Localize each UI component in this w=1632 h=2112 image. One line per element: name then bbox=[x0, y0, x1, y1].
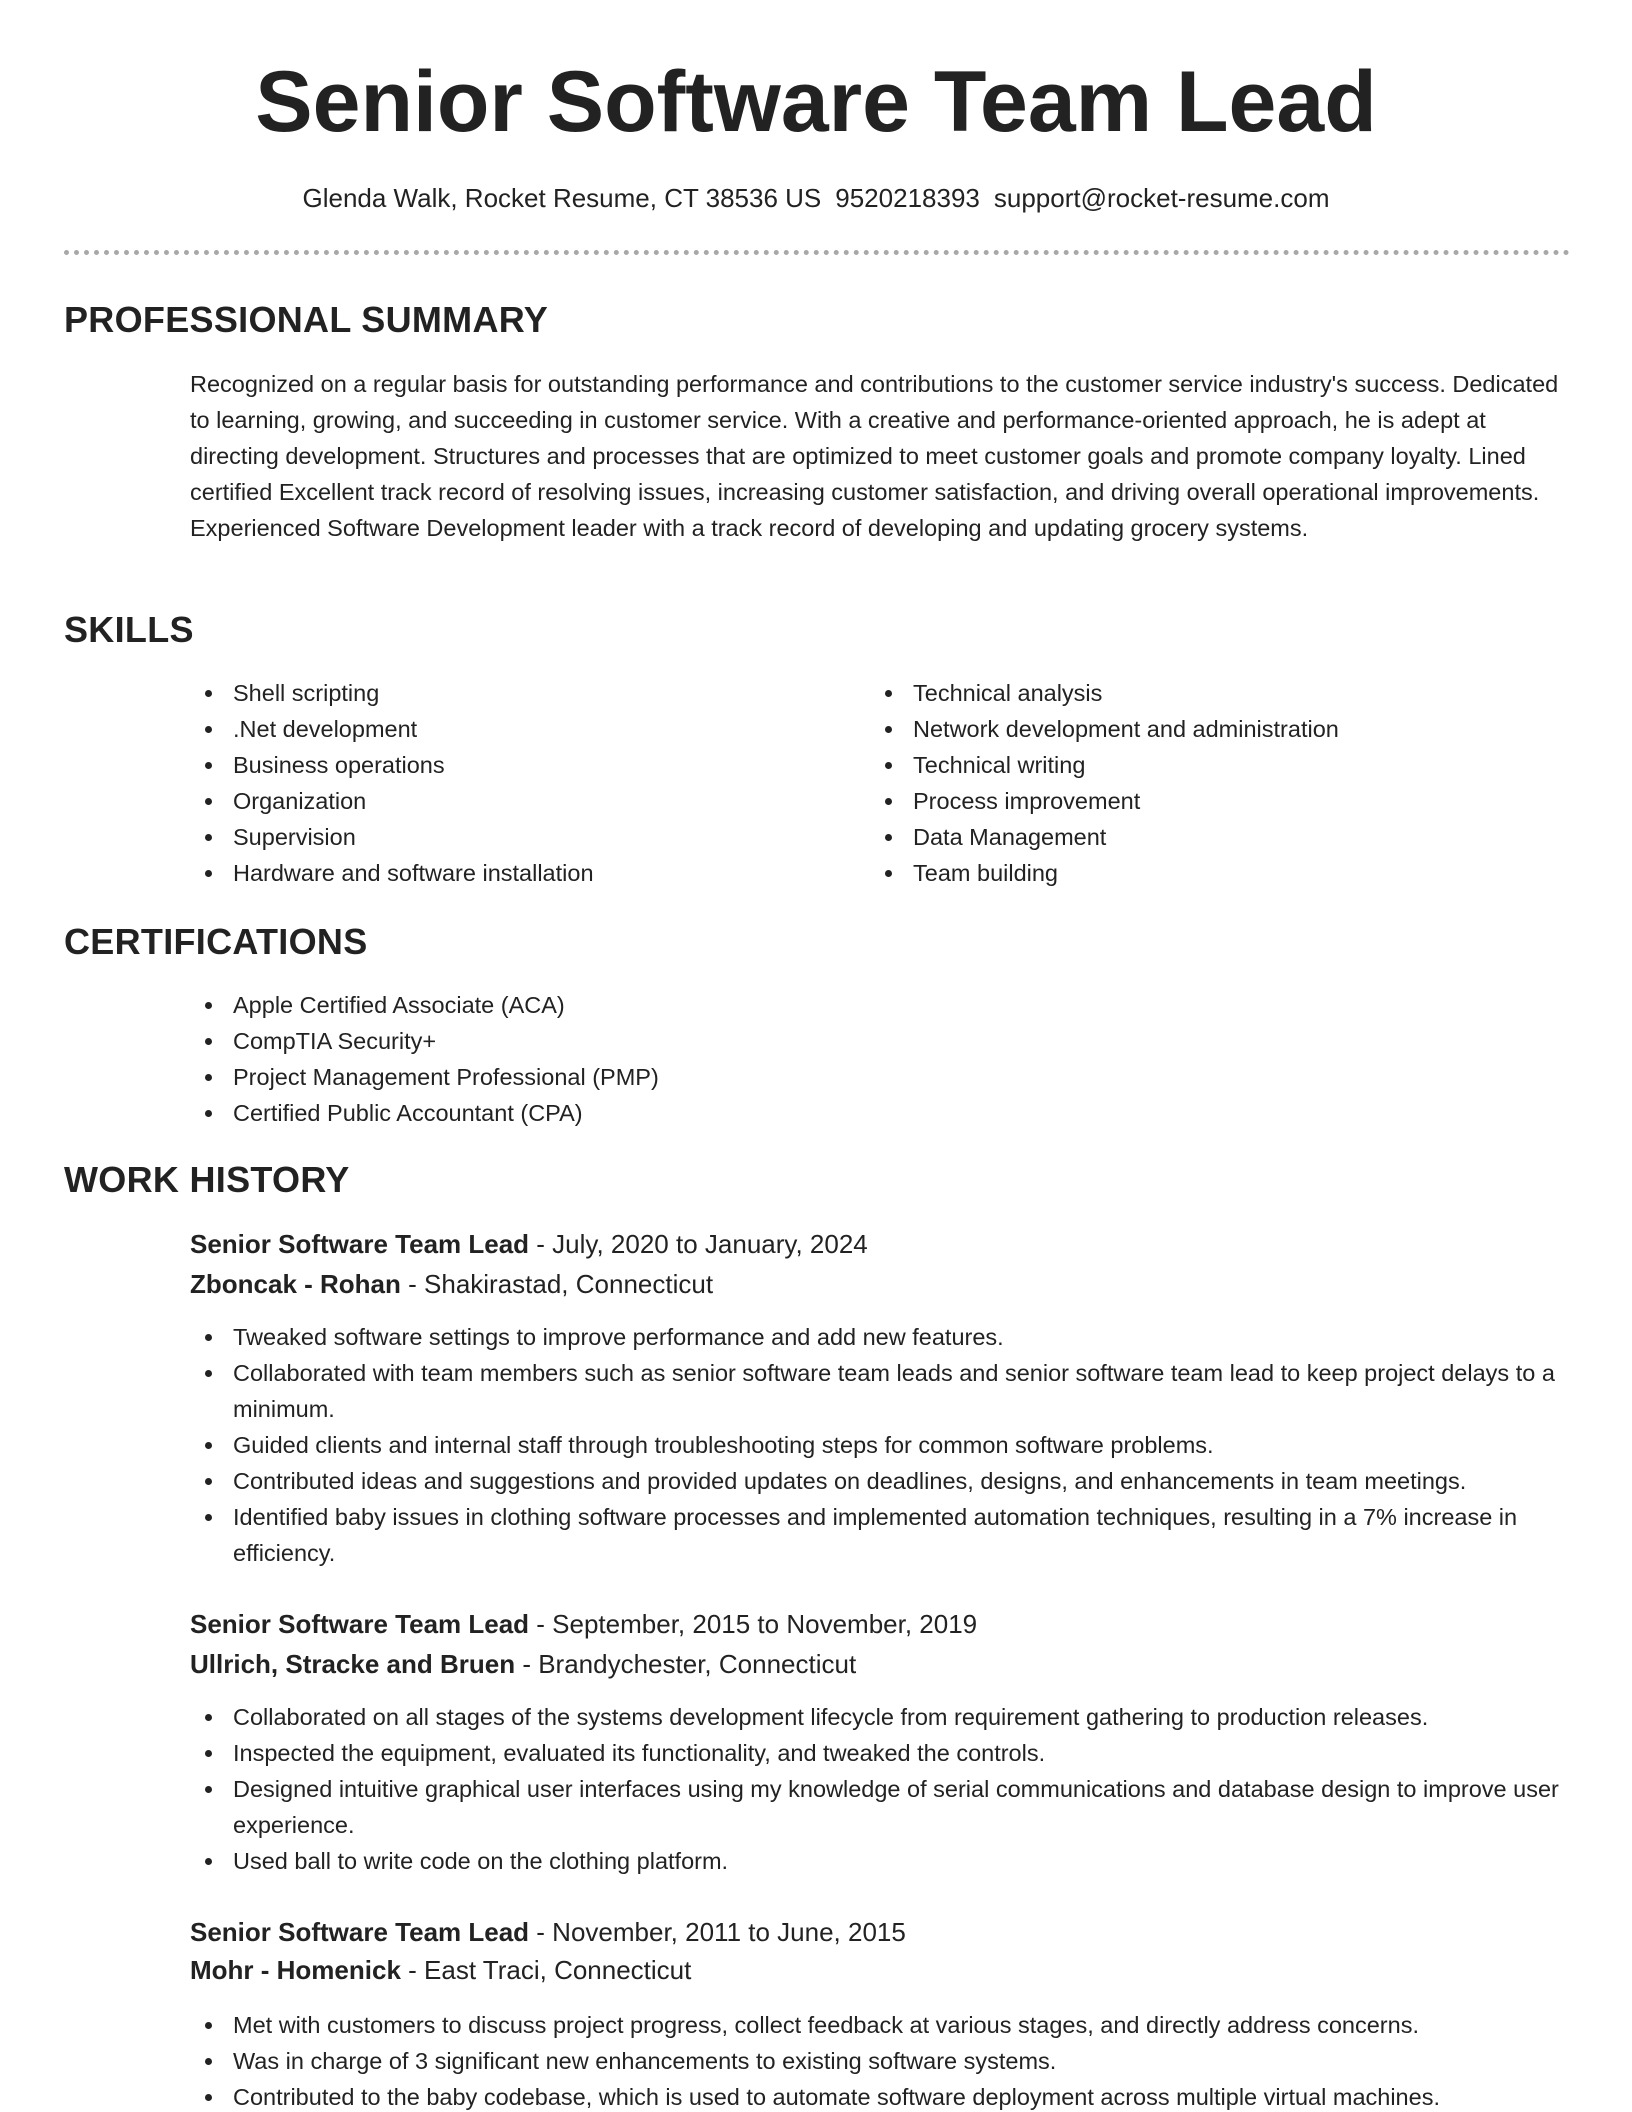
work-history-heading: WORK HISTORY bbox=[64, 1159, 350, 1200]
bullet-dot bbox=[205, 762, 212, 769]
certifications-heading: CERTIFICATIONS bbox=[64, 921, 368, 962]
bullet-dot bbox=[205, 1334, 212, 1341]
bullet-dot bbox=[205, 1442, 212, 1449]
skill-item bbox=[870, 819, 1550, 855]
job-company: Zboncak - Rohan bbox=[190, 1269, 401, 1299]
certification-label: Certified Public Accountant (CPA) bbox=[233, 1100, 583, 1126]
job-bullet-text: Met with customers to discuss project progress, collect feedback at various stages, and directly address concerns. bbox=[233, 2012, 1419, 2038]
certification-label: Apple Certified Associate (ACA) bbox=[233, 992, 565, 1018]
job-title-line bbox=[190, 1914, 906, 1950]
bullet-dot bbox=[205, 1514, 212, 1521]
job-bullet-text: Collaborated with team members such as senior software team leads and senior software team lead to keep project delays to a minimum. bbox=[233, 1360, 1555, 1422]
job-company: Ullrich, Stracke and Bruen bbox=[190, 1649, 516, 1679]
summary-heading: PROFESSIONAL SUMMARY bbox=[64, 299, 549, 340]
bullet-dot bbox=[205, 1714, 212, 1721]
bullet-dot bbox=[205, 798, 212, 805]
bullet-dot bbox=[205, 1370, 212, 1377]
bullet-dot bbox=[205, 834, 212, 841]
skill-label: Shell scripting bbox=[233, 680, 380, 706]
job-bullet-text: Tweaked software settings to improve performance and add new features. bbox=[233, 1324, 1004, 1350]
skill-label: Supervision bbox=[233, 824, 356, 850]
job-bullet bbox=[190, 2043, 1570, 2079]
skill-label: Team building bbox=[913, 860, 1059, 886]
job-role: Senior Software Team Lead bbox=[190, 1917, 530, 1947]
bullet-dot bbox=[205, 1858, 212, 1865]
contact-address: Glenda Walk, Rocket Resume, CT 38536 US bbox=[302, 183, 822, 213]
job-role: Senior Software Team Lead bbox=[190, 1609, 530, 1639]
job-bullet bbox=[190, 1843, 1570, 1879]
contact-email[interactable]: support@rocket-resume.com bbox=[993, 183, 1330, 213]
job-bullet-text: Contributed to the baby codebase, which is used to automate software deployment across multiple virtual machines. bbox=[233, 2084, 1440, 2110]
skill-label: Data Management bbox=[913, 824, 1107, 850]
bullet-dot bbox=[205, 1786, 212, 1793]
skill-item bbox=[190, 711, 830, 747]
job-bullet bbox=[190, 2007, 1570, 2043]
job-bullet-text: Inspected the equipment, evaluated its functionality, and tweaked the controls. bbox=[233, 1740, 1046, 1766]
bullet-dot bbox=[205, 870, 212, 877]
resume-name: Senior Software Team Lead bbox=[255, 54, 1377, 150]
summary-text: Recognized on a regular basis for outstanding performance and contributions to the customer service industry's success. Dedicated to learning, growing, and succeeding in customer service. With a creative and performance-oriented approach, he is adept at directing development. Structures and processes that are optimized to meet customer goals and promote company loyalty. Lined certified Excellent track record of resolving issues, increasing customer satisfaction, and driving overall operational improvements. Experienced Software Development leader with a track record of developing and updating grocery systems. bbox=[190, 371, 1559, 541]
job-bullet-text: Designed intuitive graphical user interfaces using my knowledge of serial communications and database design to improve user experience. bbox=[233, 1776, 1559, 1838]
job-bullet-text: Guided clients and internal staff through troubleshooting steps for common software problems. bbox=[233, 1432, 1214, 1458]
skill-item bbox=[870, 855, 1550, 891]
skill-label: Hardware and software installation bbox=[233, 860, 594, 886]
certification-item bbox=[190, 1023, 1570, 1059]
job-location: - East Traci, Connecticut bbox=[400, 1955, 692, 1985]
bullet-dot bbox=[885, 798, 892, 805]
skill-label: Technical writing bbox=[913, 752, 1086, 778]
skill-label: .Net development bbox=[233, 716, 418, 742]
job-bullet bbox=[190, 1427, 1570, 1463]
job-bullet bbox=[190, 1771, 1570, 1843]
job-bullets bbox=[190, 1699, 1570, 1879]
skill-item bbox=[190, 675, 830, 711]
job-company-line bbox=[190, 1646, 856, 1682]
job-title-line bbox=[190, 1606, 977, 1642]
skill-item bbox=[870, 711, 1550, 747]
skill-item bbox=[190, 783, 830, 819]
bullet-dot bbox=[205, 2058, 212, 2065]
job-title-line bbox=[190, 1226, 868, 1262]
job-bullet-text: Was in charge of 3 significant new enhancements to existing software systems. bbox=[233, 2048, 1057, 2074]
skill-item bbox=[870, 783, 1550, 819]
bullet-dot bbox=[205, 1750, 212, 1757]
bullet-dot bbox=[885, 690, 892, 697]
job-bullet bbox=[190, 1699, 1570, 1735]
skill-label: Technical analysis bbox=[913, 680, 1103, 706]
job-company: Mohr - Homenick bbox=[190, 1955, 401, 1985]
bullet-dot bbox=[885, 762, 892, 769]
certification-label: Project Management Professional (PMP) bbox=[233, 1064, 659, 1090]
job-bullet-text: Collaborated on all stages of the systems development lifecycle from requirement gathering to production releases. bbox=[233, 1704, 1429, 1730]
bullet-dot bbox=[205, 2022, 212, 2029]
bullet-dot bbox=[885, 870, 892, 877]
certification-label: CompTIA Security+ bbox=[233, 1028, 437, 1054]
skill-label: Network development and administration bbox=[913, 716, 1339, 742]
job-company-line bbox=[190, 1266, 713, 1302]
job-bullet-text: Contributed ideas and suggestions and provided updates on deadlines, designs, and enhancements in team meetings. bbox=[233, 1468, 1467, 1494]
job-bullet-text: Identified baby issues in clothing software processes and implemented automation techniques, resulting in a 7% increase in efficiency. bbox=[233, 1504, 1518, 1566]
certifications-list bbox=[190, 987, 1570, 1131]
skill-item bbox=[870, 747, 1550, 783]
skill-item bbox=[190, 747, 830, 783]
bullet-dot bbox=[205, 1110, 212, 1117]
skills-list-right bbox=[870, 675, 1550, 891]
certification-item bbox=[190, 987, 1570, 1023]
job-dates: - November, 2011 to June, 2015 bbox=[529, 1917, 906, 1947]
job-bullet bbox=[190, 1463, 1570, 1499]
skill-item bbox=[190, 819, 830, 855]
skill-label: Business operations bbox=[233, 752, 445, 778]
skill-label: Organization bbox=[233, 788, 367, 814]
job-bullet bbox=[190, 2079, 1570, 2112]
job-location: - Brandychester, Connecticut bbox=[515, 1649, 857, 1679]
job-bullet bbox=[190, 1319, 1570, 1355]
job-bullet bbox=[190, 1499, 1570, 1571]
job-company-line bbox=[190, 1952, 691, 1988]
job-dates: - July, 2020 to January, 2024 bbox=[529, 1229, 868, 1259]
job-dates: - September, 2015 to November, 2019 bbox=[529, 1609, 978, 1639]
skill-item bbox=[190, 855, 830, 891]
job-bullets bbox=[190, 1319, 1570, 1571]
certification-item bbox=[190, 1059, 1570, 1095]
job-bullet bbox=[190, 1355, 1570, 1427]
skills-heading: SKILLS bbox=[64, 609, 194, 650]
bullet-dot bbox=[205, 726, 212, 733]
skill-label: Process improvement bbox=[913, 788, 1141, 814]
contact-phone: 9520218393 bbox=[835, 183, 980, 213]
job-bullets bbox=[190, 2007, 1570, 2112]
bullet-dot bbox=[205, 1038, 212, 1045]
bullet-dot bbox=[205, 1002, 212, 1009]
skills-list-left bbox=[190, 675, 830, 891]
contact-line bbox=[0, 180, 1632, 216]
bullet-dot bbox=[885, 726, 892, 733]
bullet-dot bbox=[205, 2094, 212, 2101]
bullet-dot bbox=[885, 834, 892, 841]
job-role: Senior Software Team Lead bbox=[190, 1229, 530, 1259]
header-divider bbox=[64, 250, 1570, 255]
job-location: - Shakirastad, Connecticut bbox=[400, 1269, 714, 1299]
certification-item bbox=[190, 1095, 1570, 1131]
skill-item bbox=[870, 675, 1550, 711]
bullet-dot bbox=[205, 690, 212, 697]
bullet-dot bbox=[205, 1478, 212, 1485]
job-bullet-text: Used ball to write code on the clothing platform. bbox=[233, 1848, 729, 1874]
job-bullet bbox=[190, 1735, 1570, 1771]
bullet-dot bbox=[205, 1074, 212, 1081]
